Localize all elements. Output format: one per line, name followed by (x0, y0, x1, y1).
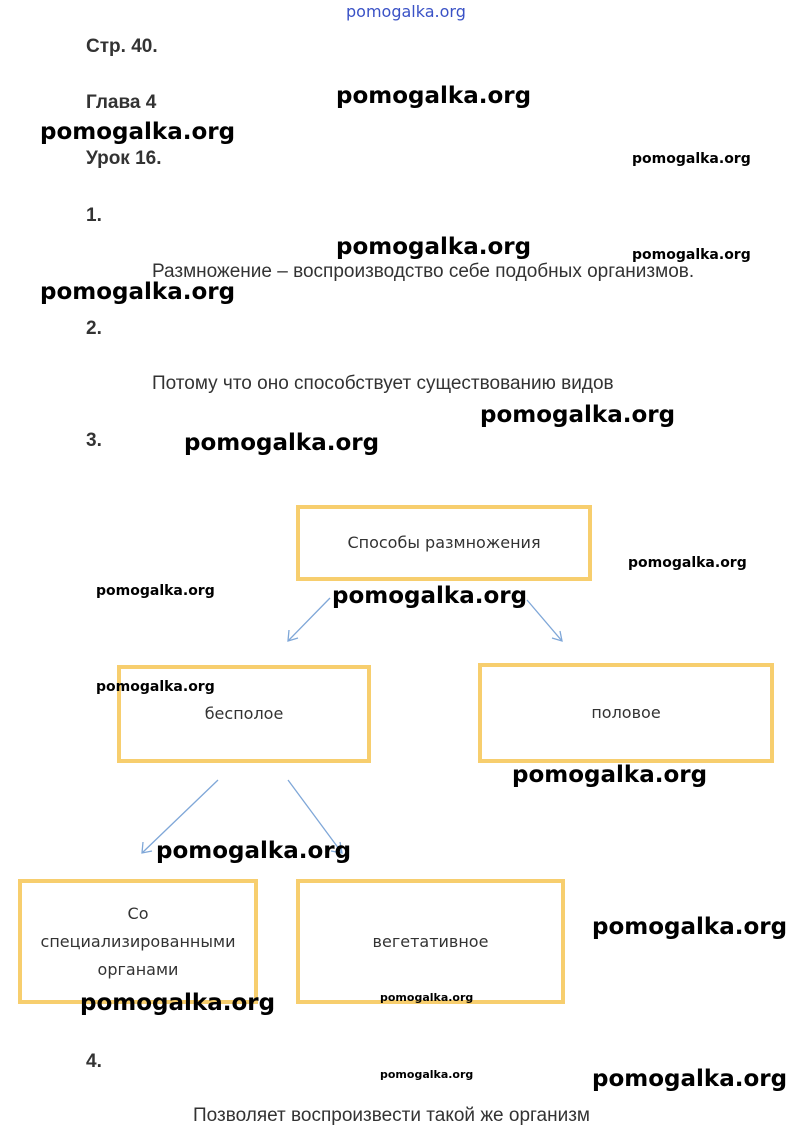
lesson-title: Урок 16. (86, 148, 162, 169)
watermark: pomogalka.org (628, 555, 747, 571)
diagram-sexual-label: половое (591, 703, 661, 722)
diagram-root-label: Способы размножения (347, 533, 541, 552)
watermark: pomogalka.org (96, 679, 215, 695)
chapter-title: Глава 4 (86, 92, 157, 113)
arrow-root-to-asexual (288, 598, 330, 641)
diagram-box-sexual (478, 663, 774, 763)
diagram-box-specialized (18, 879, 258, 1004)
question-3-number: 3. (86, 430, 102, 451)
watermark: pomogalka.org (632, 151, 751, 167)
diagram-vegetative-label: вегетативное (372, 931, 489, 951)
watermark: pomogalka.org (512, 762, 708, 788)
question-4-number: 4. (86, 1051, 102, 1072)
question-2-number: 2. (86, 318, 102, 339)
watermark: pomogalka.org (40, 279, 236, 305)
diagram-asexual-label: бесполое (204, 704, 284, 723)
watermark: pomogalka.org (96, 583, 215, 599)
diagram-specialized-line-3: органами (97, 959, 179, 979)
question-2-answer: Потому что оно способствует существованию видов (152, 373, 614, 394)
watermark: pomogalka.org (632, 247, 751, 263)
watermark: pomogalka.org (156, 838, 352, 864)
watermark: pomogalka.org (480, 402, 676, 428)
arrow-root-to-sexual (527, 600, 562, 641)
watermark: pomogalka.org (332, 583, 528, 609)
diagram-specialized-line-1: Со (127, 903, 149, 923)
question-1-answer: Размножение – воспроизводство себе подобных организмов. (152, 261, 695, 282)
top-watermark: pomogalka.org (346, 2, 466, 21)
page-number: Стр. 40. (86, 36, 158, 57)
watermark: pomogalka.org (380, 991, 474, 1004)
watermark: pomogalka.org (336, 83, 532, 109)
watermark: pomogalka.org (592, 914, 788, 940)
diagram-box-vegetative (296, 879, 565, 1004)
diagram-specialized-line-2: специализированными (40, 931, 236, 951)
diagram-box-root (296, 505, 592, 581)
watermark: pomogalka.org (592, 1066, 788, 1092)
watermark: pomogalka.org (40, 119, 236, 145)
watermark: pomogalka.org (380, 1068, 474, 1081)
question-4-answer: Позволяет воспроизвести такой же организм (193, 1105, 590, 1126)
watermark: pomogalka.org (80, 990, 276, 1016)
watermark: pomogalka.org (336, 234, 532, 260)
watermark: pomogalka.org (184, 430, 380, 456)
question-1-number: 1. (86, 205, 102, 226)
